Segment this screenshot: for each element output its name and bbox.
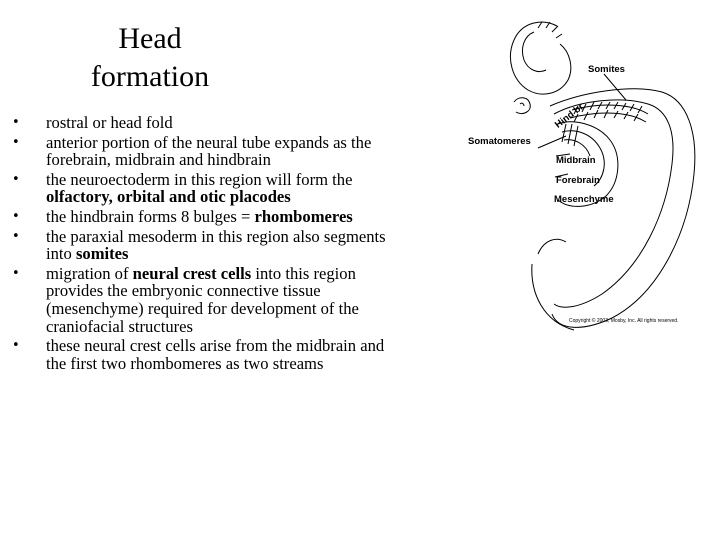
bullet-item: [0, 265, 400, 335]
label-somatomeres: Somatomeres: [468, 136, 531, 147]
bullet-text: anterior portion of the neural tube expands as the forebrain, midbrain and hindbrain: [46, 132, 372, 170]
bullet-text: the hindbrain forms 8 bulges =: [46, 206, 255, 226]
label-hindbrain: Hind br: [553, 101, 586, 131]
bullet-item: [0, 228, 400, 263]
bullet-emphasis: rhombomeres: [254, 206, 353, 226]
bullet-text: migration of: [46, 263, 133, 283]
bullet-item: [0, 337, 400, 372]
bullet-text: the neuroectoderm in this region will form the: [46, 169, 353, 189]
copyright-notice: Copyright © 2003, Mosby, Inc. All rights reserved.: [569, 318, 679, 324]
bullet-item: [0, 171, 400, 206]
bullet-emphasis: somites: [75, 244, 129, 264]
label-midbrain: Midbrain: [556, 155, 596, 166]
bullet-text: the paraxial mesoderm in this region also segments into: [46, 226, 386, 264]
slide-title: [40, 20, 260, 96]
slide-title-line1: Head: [118, 22, 182, 55]
label-forebrain: Forebrain: [556, 175, 600, 186]
bullet-item: [0, 134, 400, 169]
bullet-text: rostral or head fold: [46, 113, 173, 132]
label-somites: Somites: [588, 64, 625, 75]
embryo-illustration: [462, 14, 712, 334]
bullet-emphasis: neural crest cells: [132, 263, 252, 283]
bullet-emphasis: olfactory, orbital and otic placodes: [46, 187, 291, 207]
bullet-list: [0, 114, 400, 374]
bullet-item: [0, 114, 400, 132]
slide-title-line2: formation: [90, 60, 210, 93]
label-mesenchyme: Mesenchyme: [554, 194, 614, 205]
bullet-item: [0, 208, 400, 226]
bullet-text: these neural crest cells arise from the midbrain and the first two rhombomeres as two streams: [46, 336, 385, 373]
embryo-drawing: [462, 14, 712, 334]
bullet-text: into this region provides the embryonic connective tissue (mesenchyme) required for development of the craniofacial structures: [46, 263, 359, 336]
